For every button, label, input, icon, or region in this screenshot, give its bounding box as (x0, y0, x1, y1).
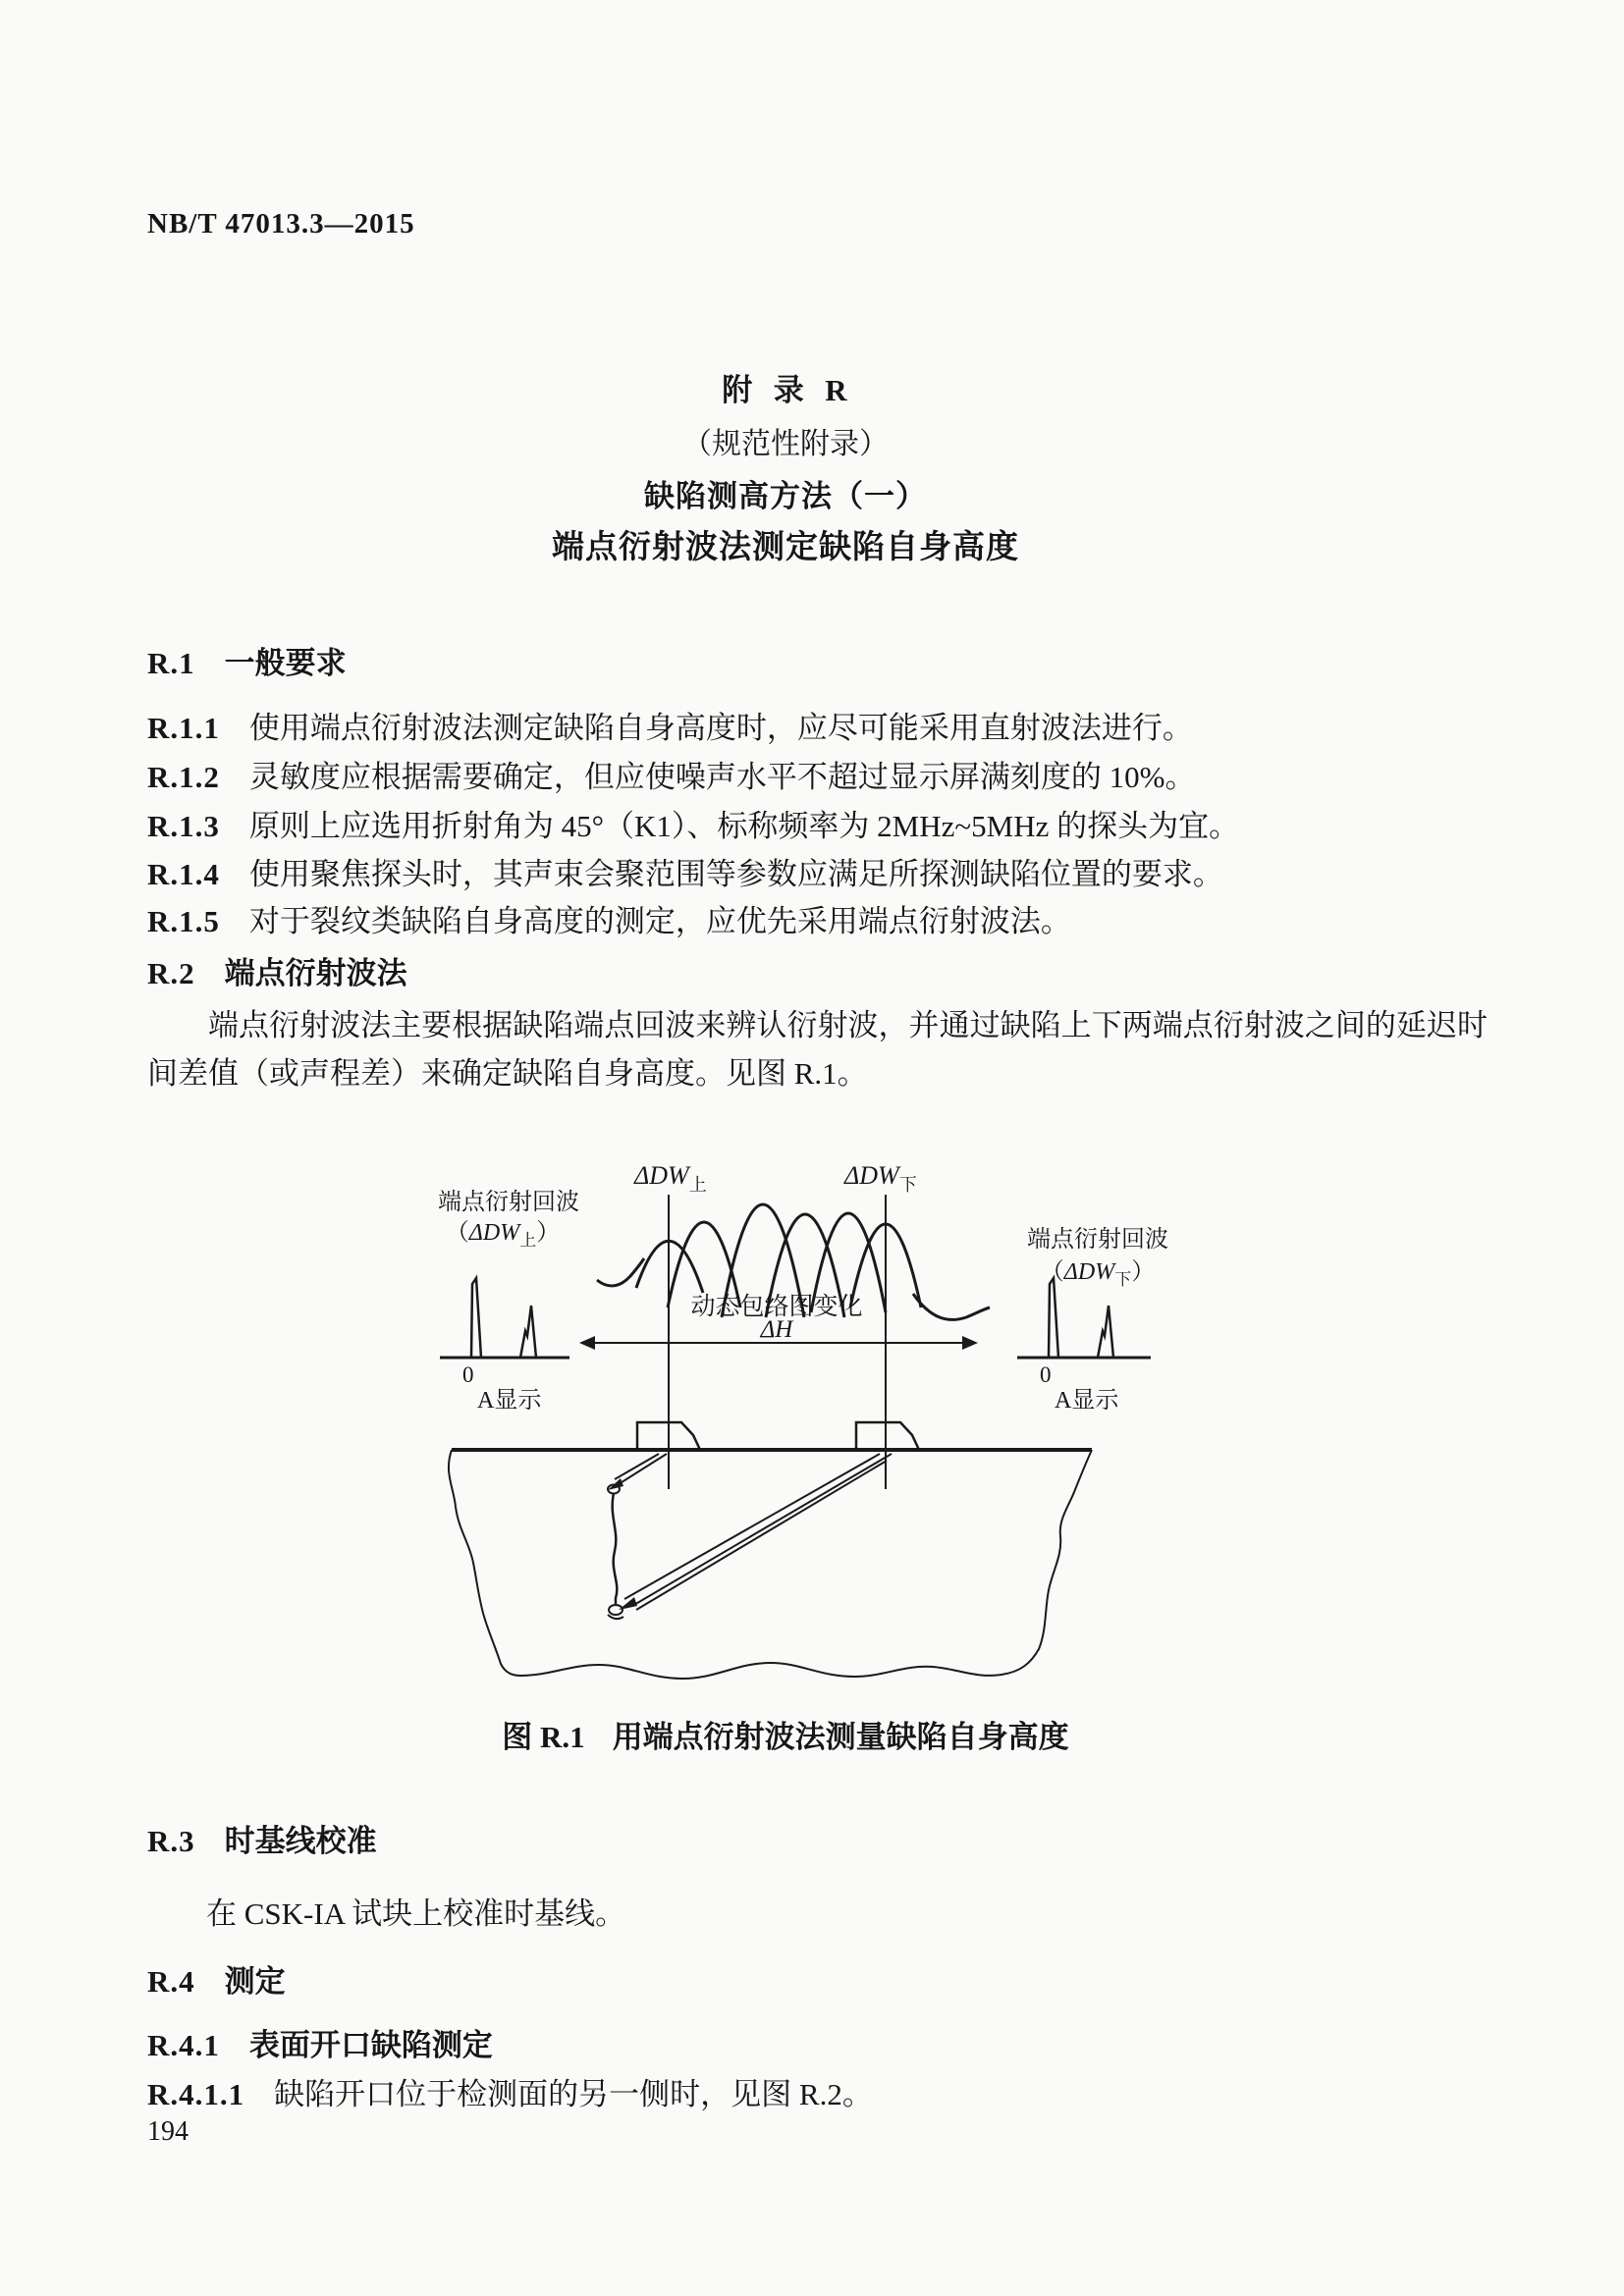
clause-number: R.1.3 (147, 809, 220, 843)
appendix-title: 附 录 R (722, 373, 849, 407)
clause-r4-1-1 (147, 2069, 1502, 2113)
label-dw-upper: $\Delta DW_上$ (634, 1161, 707, 1195)
clause-text: 原则上应选用折射角为 45°（K1）、标称频率为 2MHz~5MHz 的探头为宜。 (248, 809, 1240, 843)
page-number: 194 (147, 2116, 189, 2147)
clause-number: R.3 (147, 1824, 195, 1858)
clause-title: 测定 (224, 1964, 286, 1999)
clause-number: R.1.4 (147, 857, 220, 891)
clause-r3-heading (147, 1816, 1502, 1860)
clause-number: R.4 (147, 1964, 195, 1999)
clause-r2-paragraph: 端点衍射波法主要根据缺陷端点回波来辨认衍射波，并通过缺陷上下两端点衍射波之间的延迟时间差值（或声程差）来确定缺陷自身高度。见图 R.1。 (147, 1008, 1488, 1091)
clause-title: 一般要求 (224, 646, 347, 680)
clause-r4-heading (147, 1956, 1502, 2001)
clause-r4-1-heading (147, 2020, 1502, 2064)
clause-r1-2 (147, 752, 1502, 796)
right-echo-annotation-line2: $(\Delta DW_下)$ (1040, 1259, 1156, 1289)
clause-number: R.1 (147, 646, 195, 680)
label-dw-lower: $\Delta DW_下$ (844, 1161, 917, 1195)
appendix-subtitle: 端点衍射波法测定缺陷自身高度 (552, 530, 1019, 565)
clause-r1-4 (147, 849, 1502, 893)
arrowhead-left (579, 1336, 595, 1350)
left-echo-annotation-line1: 端点衍射回波 (438, 1190, 579, 1215)
delta-h-label: ΔH (760, 1316, 793, 1343)
right-echo-annotation-line1: 端点衍射回波 (1027, 1227, 1168, 1253)
clause-r3-paragraph: 在 CSK-IA 试块上校准时基线。 (206, 1896, 626, 1931)
clause-text: 使用聚焦探头时，其声束会聚范围等参数应满足所探测缺陷位置的要求。 (248, 857, 1223, 891)
left-a-scan-label: A显示 (477, 1388, 542, 1414)
right-a-scan-tip-echo (1098, 1306, 1113, 1358)
beam-to-lower-tip (619, 1454, 892, 1610)
right-a-scan (1017, 1278, 1151, 1358)
workpiece-outline (449, 1450, 1092, 1679)
appendix-normative-note: （规范性附录） (682, 428, 889, 460)
standard-number-header: NB/T 47013.3—2015 (147, 208, 415, 240)
clause-r1-3 (147, 801, 1502, 845)
right-a-scan-main-echo (1049, 1278, 1058, 1358)
left-a-scan-zero: 0 (462, 1362, 474, 1387)
clause-r1-5 (147, 896, 1502, 940)
clause-text: 使用端点衍射波法测定缺陷自身高度时，应尽可能采用直射波法进行。 (248, 711, 1193, 745)
clause-number: R.1.1 (147, 711, 220, 745)
appendix-method-title: 缺陷测高方法（一） (644, 479, 927, 513)
right-a-scan-label: A显示 (1055, 1388, 1119, 1414)
left-a-scan (440, 1278, 569, 1358)
figure-r1-caption (118, 1712, 1453, 1756)
clause-text: 对于裂纹类缺陷自身高度的测定，应优先采用端点衍射波法。 (248, 904, 1071, 938)
arrowhead-right (962, 1336, 978, 1350)
defect-line (608, 1485, 623, 1620)
clause-r2-heading (147, 948, 1502, 992)
clause-title: 端点衍射波法 (224, 956, 407, 990)
left-echo-annotation-line2: $(\Delta DW_上)$ (445, 1220, 561, 1250)
figure-r1-diagram (373, 1129, 1237, 1737)
clause-r1-1 (147, 703, 1502, 747)
clause-number: R.4.1.1 (147, 2077, 245, 2111)
clause-number: R.4.1 (147, 2028, 220, 2062)
envelope-annotation: 动态包络图变化 (690, 1294, 863, 1320)
clause-number: R.1.5 (147, 904, 220, 938)
left-a-scan-main-echo (471, 1278, 481, 1358)
right-a-scan-zero: 0 (1040, 1362, 1052, 1387)
clause-number: R.1.2 (147, 760, 220, 794)
figure-caption-label: 图 R.1 (502, 1720, 585, 1754)
clause-number: R.2 (147, 956, 195, 990)
probe-lower-position (856, 1422, 919, 1450)
clause-text: 缺陷开口位于检测面的另一侧时，见图 R.2。 (274, 2077, 873, 2111)
figure-caption-text: 用端点衍射波法测量缺陷自身高度 (612, 1720, 1069, 1754)
clause-text: 灵敏度应根据需要确定，但应使噪声水平不超过显示屏满刻度的 10%。 (248, 760, 1196, 794)
clause-title: 时基线校准 (224, 1824, 377, 1858)
clause-title: 表面开口缺陷测定 (248, 2028, 493, 2062)
clause-r1-heading (147, 638, 1502, 682)
left-a-scan-tip-echo (520, 1306, 536, 1358)
